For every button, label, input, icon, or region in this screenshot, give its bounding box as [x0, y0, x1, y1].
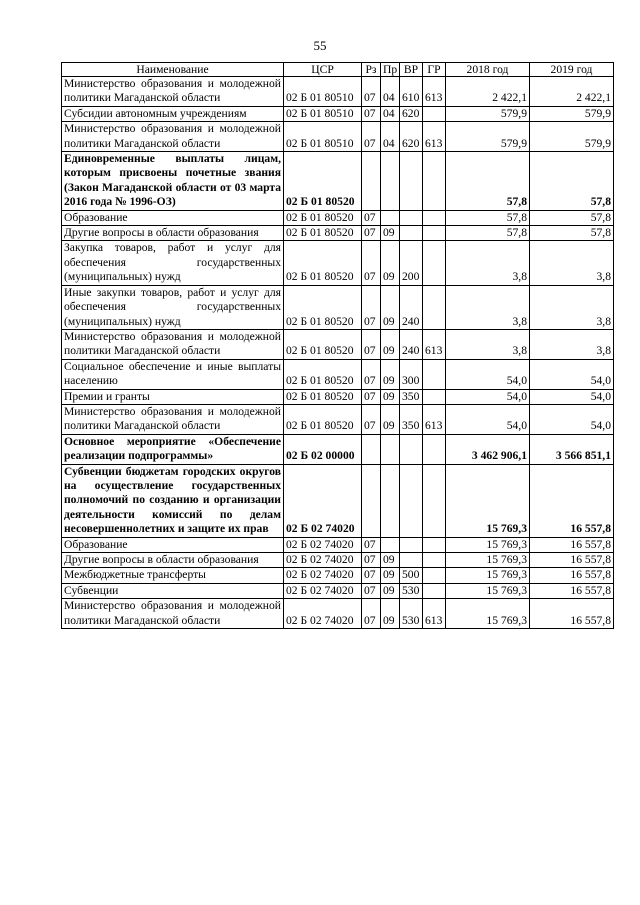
cell-name: Социальное обеспечение и иные выплаты населению [62, 359, 284, 389]
cell-pr: 09 [381, 241, 400, 285]
cell-rz: 07 [362, 77, 381, 107]
cell-2018: 57,8 [446, 226, 530, 241]
table-row [62, 537, 614, 552]
header-name: Наименование [62, 63, 284, 77]
cell-vr: 300 [400, 359, 423, 389]
cell-gr [423, 359, 446, 389]
cell-rz [362, 464, 381, 537]
table-row [62, 329, 614, 359]
cell-gr [423, 583, 446, 598]
cell-gr [423, 241, 446, 285]
cell-name: Основное мероприятие «Обеспечение реализации подпрограммы» [62, 434, 284, 464]
cell-name: Иные закупки товаров, работ и услуг для обеспечения государственных (муниципальных) нужд [62, 285, 284, 329]
cell-vr [400, 226, 423, 241]
cell-rz: 07 [362, 122, 381, 152]
cell-2019: 3,8 [530, 285, 614, 329]
cell-vr: 620 [400, 122, 423, 152]
cell-pr [381, 464, 400, 537]
cell-vr [400, 152, 423, 211]
table-row [62, 226, 614, 241]
cell-2018: 15 769,3 [446, 599, 530, 629]
cell-rz: 07 [362, 106, 381, 121]
cell-2019: 16 557,8 [530, 537, 614, 552]
cell-vr: 200 [400, 241, 423, 285]
cell-gr [423, 226, 446, 241]
cell-2019: 54,0 [530, 359, 614, 389]
cell-vr: 530 [400, 583, 423, 598]
cell-name: Министерство образования и молодежной политики Магаданской области [62, 329, 284, 359]
cell-csr: 02 Б 01 80510 [284, 77, 362, 107]
cell-gr: 613 [423, 329, 446, 359]
cell-name: Закупка товаров, работ и услуг для обеспечения государственных (муниципальных) нужд [62, 241, 284, 285]
cell-2019: 579,9 [530, 106, 614, 121]
cell-2018: 15 769,3 [446, 583, 530, 598]
header-pr: Пр [381, 63, 400, 77]
cell-pr: 04 [381, 77, 400, 107]
cell-vr: 500 [400, 568, 423, 583]
cell-vr: 350 [400, 389, 423, 404]
cell-name: Другие вопросы в области образования [62, 226, 284, 241]
cell-rz [362, 434, 381, 464]
cell-csr: 02 Б 01 80510 [284, 106, 362, 121]
cell-rz: 07 [362, 285, 381, 329]
cell-rz: 07 [362, 210, 381, 225]
cell-name: Межбюджетные трансферты [62, 568, 284, 583]
cell-2018: 579,9 [446, 122, 530, 152]
cell-rz: 07 [362, 359, 381, 389]
cell-2018: 57,8 [446, 210, 530, 225]
cell-2018: 579,9 [446, 106, 530, 121]
cell-2019: 3,8 [530, 329, 614, 359]
cell-2018: 3,8 [446, 285, 530, 329]
cell-name: Субвенции [62, 583, 284, 598]
cell-gr: 613 [423, 122, 446, 152]
cell-rz: 07 [362, 329, 381, 359]
cell-2018: 15 769,3 [446, 537, 530, 552]
table-row [62, 152, 614, 211]
cell-csr: 02 Б 02 74020 [284, 599, 362, 629]
cell-vr: 240 [400, 285, 423, 329]
cell-pr [381, 210, 400, 225]
cell-csr: 02 Б 01 80520 [284, 404, 362, 434]
cell-name: Министерство образования и молодежной политики Магаданской области [62, 599, 284, 629]
cell-gr [423, 464, 446, 537]
cell-rz: 07 [362, 226, 381, 241]
cell-gr [423, 568, 446, 583]
cell-pr: 04 [381, 106, 400, 121]
table-row [62, 106, 614, 121]
cell-rz: 07 [362, 583, 381, 598]
cell-name: Министерство образования и молодежной политики Магаданской области [62, 122, 284, 152]
header-2018: 2018 год [446, 63, 530, 77]
cell-2019: 54,0 [530, 404, 614, 434]
cell-2018: 54,0 [446, 389, 530, 404]
table-row [62, 389, 614, 404]
cell-pr [381, 152, 400, 211]
cell-gr [423, 553, 446, 568]
table-row [62, 210, 614, 225]
cell-gr [423, 285, 446, 329]
cell-rz: 07 [362, 568, 381, 583]
cell-pr: 09 [381, 226, 400, 241]
header-vr: ВР [400, 63, 423, 77]
cell-pr: 09 [381, 389, 400, 404]
cell-2019: 57,8 [530, 152, 614, 211]
cell-pr: 09 [381, 359, 400, 389]
cell-vr [400, 210, 423, 225]
cell-2018: 57,8 [446, 152, 530, 211]
cell-pr: 09 [381, 285, 400, 329]
cell-csr: 02 Б 01 80520 [284, 329, 362, 359]
cell-gr [423, 434, 446, 464]
cell-csr: 02 Б 02 74020 [284, 464, 362, 537]
cell-rz: 07 [362, 537, 381, 552]
cell-csr: 02 Б 02 74020 [284, 537, 362, 552]
table-row [62, 241, 614, 285]
cell-csr: 02 Б 02 74020 [284, 583, 362, 598]
cell-csr: 02 Б 01 80520 [284, 285, 362, 329]
cell-2019: 16 557,8 [530, 583, 614, 598]
cell-gr [423, 389, 446, 404]
cell-name: Образование [62, 210, 284, 225]
budget-table [61, 62, 614, 629]
cell-2019: 57,8 [530, 210, 614, 225]
cell-2018: 2 422,1 [446, 77, 530, 107]
cell-csr: 02 Б 01 80520 [284, 152, 362, 211]
cell-name: Другие вопросы в области образования [62, 553, 284, 568]
cell-gr [423, 106, 446, 121]
cell-2019: 16 557,8 [530, 553, 614, 568]
cell-2018: 3 462 906,1 [446, 434, 530, 464]
cell-pr [381, 434, 400, 464]
cell-csr: 02 Б 01 80520 [284, 210, 362, 225]
cell-vr [400, 464, 423, 537]
header-csr: ЦСР [284, 63, 362, 77]
cell-name: Премии и гранты [62, 389, 284, 404]
cell-pr: 09 [381, 329, 400, 359]
cell-rz [362, 152, 381, 211]
cell-csr: 02 Б 02 74020 [284, 568, 362, 583]
table-row [62, 583, 614, 598]
cell-2019: 16 557,8 [530, 464, 614, 537]
table-row [62, 122, 614, 152]
page-number: 55 [313, 38, 327, 53]
cell-gr [423, 537, 446, 552]
cell-pr: 09 [381, 568, 400, 583]
cell-2019: 54,0 [530, 389, 614, 404]
cell-pr [381, 537, 400, 552]
cell-2018: 15 769,3 [446, 553, 530, 568]
cell-rz: 07 [362, 241, 381, 285]
cell-gr: 613 [423, 404, 446, 434]
cell-rz: 07 [362, 599, 381, 629]
cell-gr [423, 210, 446, 225]
cell-pr: 09 [381, 599, 400, 629]
cell-2018: 54,0 [446, 359, 530, 389]
cell-csr: 02 Б 01 80520 [284, 359, 362, 389]
cell-name: Субсидии автономным учреждениям [62, 106, 284, 121]
cell-2018: 15 769,3 [446, 568, 530, 583]
header-gr: ГР [423, 63, 446, 77]
table-row [62, 568, 614, 583]
table-row [62, 359, 614, 389]
cell-2019: 16 557,8 [530, 599, 614, 629]
cell-vr: 350 [400, 404, 423, 434]
cell-2018: 3,8 [446, 241, 530, 285]
cell-pr: 09 [381, 583, 400, 598]
cell-csr: 02 Б 01 80520 [284, 226, 362, 241]
cell-2018: 15 769,3 [446, 464, 530, 537]
cell-2019: 3,8 [530, 241, 614, 285]
table-row [62, 464, 614, 537]
table-row [62, 285, 614, 329]
header-2019: 2019 год [530, 63, 614, 77]
cell-vr: 240 [400, 329, 423, 359]
cell-vr [400, 434, 423, 464]
cell-vr: 530 [400, 599, 423, 629]
cell-rz: 07 [362, 553, 381, 568]
cell-gr: 613 [423, 599, 446, 629]
cell-pr: 09 [381, 553, 400, 568]
cell-vr: 610 [400, 77, 423, 107]
cell-2019: 16 557,8 [530, 568, 614, 583]
cell-2019: 3 566 851,1 [530, 434, 614, 464]
cell-gr [423, 152, 446, 211]
table-row [62, 404, 614, 434]
table-row [62, 77, 614, 107]
cell-name: Субвенции бюджетам городских округов на осуществление государственных полномочий по созданию и организации деятельности комиссий по делам несовершеннолетних и защите их прав [62, 464, 284, 537]
table-row [62, 553, 614, 568]
cell-name: Министерство образования и молодежной политики Магаданской области [62, 77, 284, 107]
cell-name: Единовременные выплаты лицам, которым присвоены почетные звания (Закон Магаданской области от 03 марта 2016 года № 1996-ОЗ) [62, 152, 284, 211]
cell-2018: 3,8 [446, 329, 530, 359]
cell-rz: 07 [362, 404, 381, 434]
table-row [62, 599, 614, 629]
cell-2019: 2 422,1 [530, 77, 614, 107]
cell-2019: 57,8 [530, 226, 614, 241]
table-body [62, 77, 614, 629]
cell-csr: 02 Б 02 74020 [284, 553, 362, 568]
cell-csr: 02 Б 01 80520 [284, 389, 362, 404]
header-row [62, 63, 614, 77]
cell-rz: 07 [362, 389, 381, 404]
cell-gr: 613 [423, 77, 446, 107]
cell-name: Министерство образования и молодежной политики Магаданской области [62, 404, 284, 434]
cell-csr: 02 Б 01 80520 [284, 241, 362, 285]
cell-2019: 579,9 [530, 122, 614, 152]
header-rz: Рз [362, 63, 381, 77]
cell-vr: 620 [400, 106, 423, 121]
cell-csr: 02 Б 01 80510 [284, 122, 362, 152]
cell-vr [400, 537, 423, 552]
table-row [62, 434, 614, 464]
cell-pr: 09 [381, 404, 400, 434]
cell-vr [400, 553, 423, 568]
cell-csr: 02 Б 02 00000 [284, 434, 362, 464]
cell-pr: 04 [381, 122, 400, 152]
cell-name: Образование [62, 537, 284, 552]
cell-2018: 54,0 [446, 404, 530, 434]
